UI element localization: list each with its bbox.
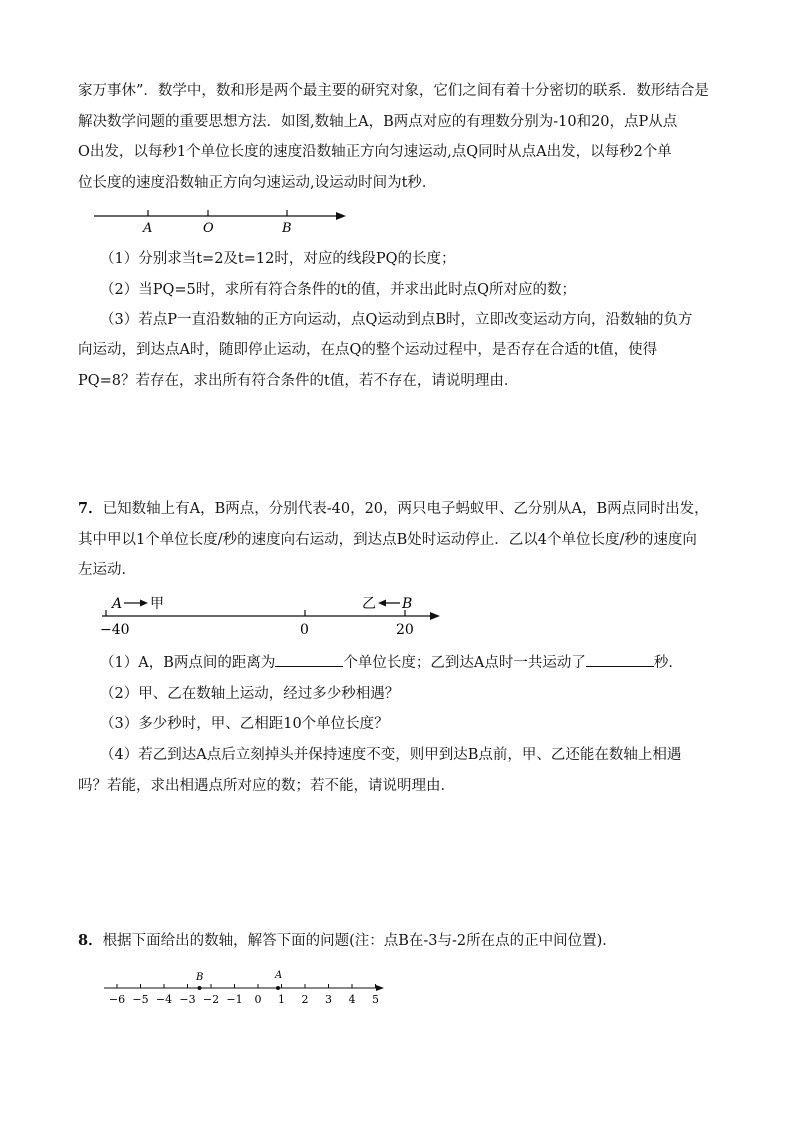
problem7-statement bbox=[78, 494, 728, 586]
answer-blank-time[interactable] bbox=[586, 652, 654, 667]
tick-label-1: −5 bbox=[132, 993, 149, 1006]
problem6-line-2: 解决数学问题的重要思想方法．如图,数轴上A，B两点对应的有理数分别为-10和20，点P从点 bbox=[78, 113, 678, 130]
answer-blank-distance[interactable] bbox=[275, 652, 343, 667]
problem6-q3-cont bbox=[78, 335, 728, 396]
problem7-line-3: 左运动． bbox=[78, 562, 136, 578]
tick-label-minus40: −40 bbox=[100, 622, 130, 638]
problem7-line-2: 其中甲以1个单位长度/秒的速度向右运动，到达点B处时运动停止．乙以4个单位长度/秒的速度向 bbox=[78, 531, 697, 548]
problem7-q4-cont bbox=[78, 771, 728, 802]
problem6-q3-line-2: 向运动，到达点A时，随即停止运动，在点Q的整个运动过程中，是否存在合适的t值，使得 bbox=[78, 342, 658, 358]
label-B: B bbox=[196, 972, 204, 983]
tick-label-0: 0 bbox=[300, 622, 309, 638]
problem6-number-line bbox=[90, 204, 360, 240]
problem6-line-1: 家万事休”．数学中，数和形是两个最主要的研究对象，它们之间有着十分密切的联系．数形结合是 bbox=[78, 83, 709, 99]
tick-label-20: 20 bbox=[396, 622, 414, 638]
problem7-number: 7． bbox=[78, 500, 103, 517]
label-B: B bbox=[282, 221, 292, 236]
tick-label-7: 1 bbox=[278, 993, 285, 1006]
label-yi: 乙 bbox=[362, 596, 376, 612]
problem8-statement bbox=[78, 926, 728, 957]
tick-label-5: −1 bbox=[226, 993, 243, 1006]
problem7-q3: （3）多少秒时，甲、乙相距10个单位长度？ bbox=[100, 716, 389, 732]
problem7-q4-line-1: （4）若乙到达A点后立刻掉头并保持速度不变，则甲到达B点前，甲、乙还能在数轴上相遇 bbox=[100, 746, 682, 763]
problem7-questions bbox=[100, 648, 730, 770]
tick-label-10: 4 bbox=[348, 993, 356, 1006]
problem6-line-3: O出发，以每秒1个单位长度的速度沿数轴正方向匀速运动,点Q同时从点A出发，以每秒2个单 bbox=[78, 144, 672, 160]
problem7-q1 bbox=[100, 648, 730, 679]
problem7-q2: （2）甲、乙在数轴上运动，经过多少秒相遇？ bbox=[100, 685, 400, 702]
tick-label-9: 3 bbox=[325, 993, 332, 1006]
problem7-q1-part-b: 个单位长度；乙到达A点时一共运动了 bbox=[343, 655, 586, 671]
problem6-intro bbox=[78, 76, 728, 198]
problem7-number-line bbox=[96, 592, 456, 640]
problem8-number-line bbox=[100, 966, 400, 1006]
problem7-q1-part-a: （1）A，B两点间的距离为 bbox=[100, 655, 276, 671]
left-arrowhead-icon bbox=[378, 600, 386, 607]
tick-labels bbox=[109, 993, 379, 1006]
label-O: O bbox=[203, 221, 214, 236]
tick-label-8: 2 bbox=[301, 993, 309, 1006]
problem7-q4-line-2: 吗？若能，求出相遇点所对应的数；若不能，请说明理由． bbox=[78, 778, 455, 794]
problem6-q2: （2）当PQ=5时，求所有符合条件的t的值，并求出此时点Q所对应的数； bbox=[100, 281, 576, 298]
problem7-text-1: 已知数轴上有A，B两点，分别代表-40，20，两只电子蚂蚁甲、乙分别从A，B两点同时出发， bbox=[102, 501, 709, 517]
label-A: A bbox=[143, 221, 153, 236]
problem6-questions bbox=[100, 244, 730, 336]
label-jia: 甲 bbox=[150, 596, 164, 612]
point-A bbox=[276, 986, 280, 990]
right-arrowhead-icon bbox=[140, 600, 148, 607]
tick-label-0: −6 bbox=[108, 993, 126, 1006]
tick-label-11: 5 bbox=[372, 993, 379, 1006]
problem8-number: 8． bbox=[78, 932, 103, 949]
label-B: B bbox=[402, 596, 413, 612]
tick-label-2: −4 bbox=[155, 993, 173, 1006]
axis-arrow-icon bbox=[430, 612, 440, 620]
tick-label-6: 0 bbox=[254, 993, 262, 1006]
label-A: A bbox=[112, 596, 123, 612]
problem6-q3-line-3: PQ=8？若存在，求出所有符合条件的t值，若不存在，请说明理由． bbox=[78, 372, 519, 389]
tick-marks bbox=[117, 984, 376, 988]
problem8-text: 根据下面给出的数轴，解答下面的问题(注：点B在-3与-2所在点的正中间位置)． bbox=[102, 933, 617, 949]
problem6-q3-line-1: （3）若点P一直沿数轴的正方向运动，点Q运动到点B时，立即改变运动方向，沿数轴的负方 bbox=[100, 312, 693, 328]
problem6-line-4: 位长度的速度沿数轴正方向匀速运动,设运动时间为t秒． bbox=[78, 174, 437, 191]
problem7-q1-part-c: 秒． bbox=[653, 655, 683, 671]
axis-arrow-icon bbox=[376, 985, 384, 991]
tick-label-3: −3 bbox=[179, 993, 196, 1006]
problem6-q1: （1）分别求当t=2及t=12时，对应的线段PQ的长度； bbox=[100, 251, 456, 267]
axis-arrow-icon bbox=[336, 212, 346, 220]
point-B bbox=[198, 986, 202, 990]
problem7-line-1 bbox=[78, 494, 728, 525]
label-A: A bbox=[275, 970, 283, 981]
tick-label-4: −2 bbox=[202, 993, 220, 1006]
problem8-line bbox=[78, 926, 728, 957]
